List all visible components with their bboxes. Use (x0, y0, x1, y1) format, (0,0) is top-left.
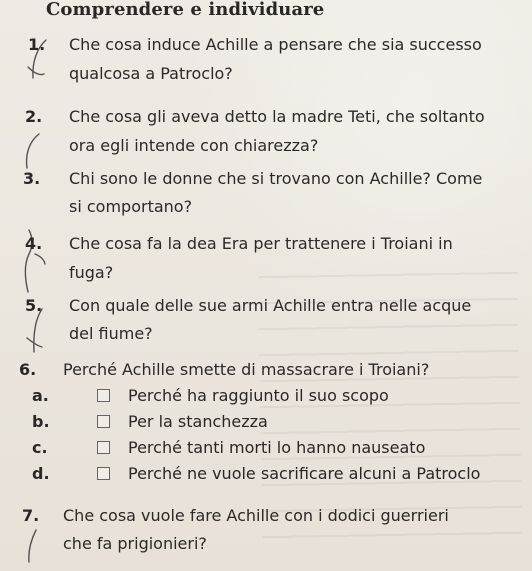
answer-letter-c: c. (32, 438, 48, 457)
question-2-line-2: ora egli intende con chiarezza? (69, 136, 319, 155)
question-1-line-2: qualcosa a Patroclo? (69, 64, 233, 83)
answer-checkbox-c[interactable] (97, 441, 110, 454)
question-3-number: 3. (23, 169, 41, 188)
answer-text-c: Perché tanti morti lo hanno nauseato (128, 438, 426, 457)
answer-text-b: Per la stanchezza (128, 412, 268, 431)
question-6-number: 6. (19, 360, 37, 379)
question-1-line-1: Che cosa induce Achille a pensare che sia successo (69, 35, 482, 54)
question-1-number: 1. (28, 35, 46, 54)
question-2-number: 2. (25, 107, 43, 126)
answer-checkbox-a[interactable] (97, 389, 110, 402)
question-5-line-1: Con quale delle sue armi Achille entra nelle acque (69, 296, 472, 315)
answer-option-a[interactable] (0, 386, 532, 406)
answer-letter-d: d. (32, 464, 50, 483)
section-title: Comprendere e individuare (46, 0, 325, 20)
answer-text-d: Perché ne vuole sacrificare alcuni a Patroclo (128, 464, 481, 483)
question-2-line-1: Che cosa gli aveva detto la madre Teti, che soltanto (69, 107, 485, 126)
answer-letter-b: b. (32, 412, 50, 431)
answer-option-b[interactable] (0, 412, 532, 432)
question-7-line-1: Che cosa vuole fare Achille con i dodici guerrieri (63, 506, 449, 525)
question-5-number: 5. (25, 296, 43, 315)
answer-option-d[interactable] (0, 464, 532, 484)
question-3-line-2: si comportano? (69, 197, 193, 216)
question-4-line-1: Che cosa fa la dea Era per trattenere i Troiani in (69, 234, 453, 253)
question-5-line-2: del fiume? (69, 324, 153, 343)
answer-letter-a: a. (32, 386, 49, 405)
answer-option-c[interactable] (0, 438, 532, 458)
answer-text-a: Perché ha raggiunto il suo scopo (128, 386, 389, 405)
answer-checkbox-b[interactable] (97, 415, 110, 428)
question-6-line-1: Perché Achille smette di massacrare i Troiani? (63, 360, 430, 379)
question-7-line-2: che fa prigionieri? (63, 534, 207, 553)
answer-checkbox-d[interactable] (97, 467, 110, 480)
question-7-number: 7. (22, 506, 40, 525)
question-3-line-1: Chi sono le donne che si trovano con Achille? Come (69, 169, 483, 188)
question-4-number: 4. (25, 234, 43, 253)
question-4-line-2: fuga? (69, 263, 114, 282)
